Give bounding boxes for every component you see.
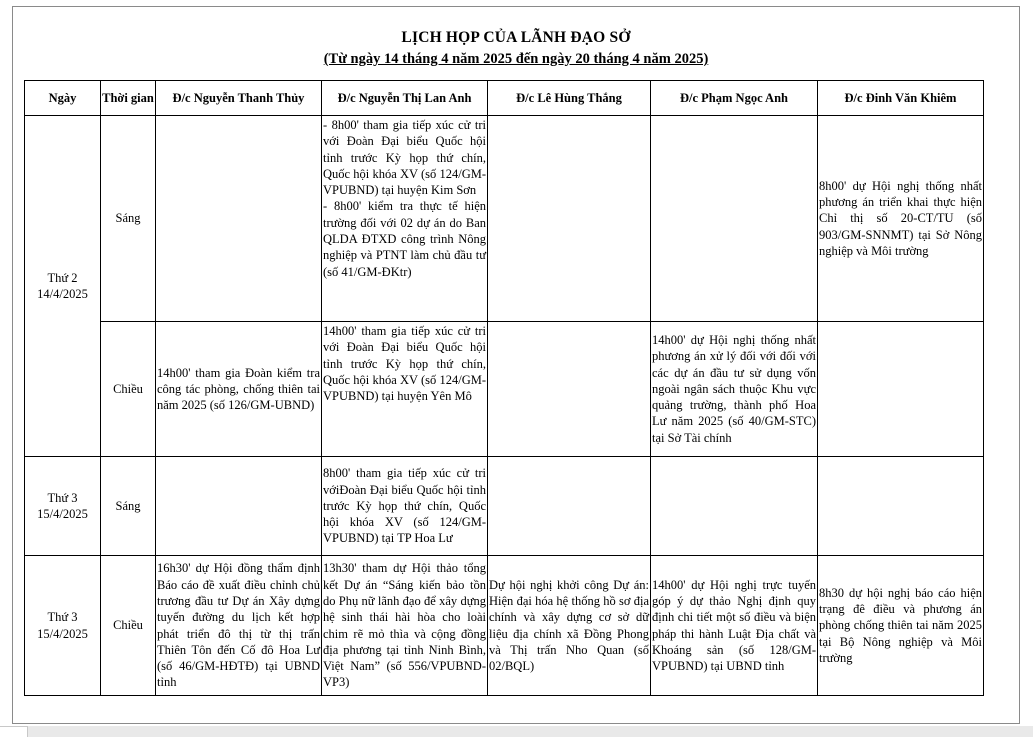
schedule-cell	[651, 116, 818, 322]
bottom-strip	[0, 726, 1033, 737]
table-row	[25, 322, 984, 457]
header-le-hung-thang: Đ/c Lê Hùng Thắng	[488, 81, 651, 116]
time-cell: Chiều	[101, 322, 156, 457]
header-time: Thời gian	[101, 81, 156, 116]
schedule-cell: 14h00' tham gia Đoàn kiểm tra công tác phòng, chống thiên tai năm 2025 (số 126/GM-UBND)	[156, 322, 322, 457]
schedule-cell	[156, 116, 322, 322]
schedule-cell	[156, 457, 322, 556]
header-nguyen-thi-lan-anh: Đ/c Nguyễn Thị Lan Anh	[322, 81, 488, 116]
table-row	[25, 116, 984, 322]
time-cell: Chiều	[101, 556, 156, 696]
schedule-cell	[818, 457, 984, 556]
schedule-cell	[818, 322, 984, 457]
header-dinh-van-khiem: Đ/c Đinh Văn Khiêm	[818, 81, 984, 116]
table-row	[25, 556, 984, 696]
day-cell: Thứ 2 14/4/2025	[25, 116, 101, 457]
schedule-cell: Dự hội nghị khởi công Dự án: Hiện đại hóa hệ thống hồ sơ địa chính và xây dựng cơ sở dữ liệu địa chính xã Đồng Phong và Thị trấn Nho Quan (số 02/BQL)	[488, 556, 651, 696]
schedule-cell: 13h30' tham dự Hội thảo tổng kết Dự án “Sáng kiến bảo tồn do Phụ nữ lãnh đạo để xây dựng hệ sinh thái hài hòa cho loài chim rẽ mỏ thìa và cộng đồng địa phương tại tỉnh Ninh Bình, Việt Nam” (số 556/VPUBND-VP3)	[322, 556, 488, 696]
schedule-cell	[651, 457, 818, 556]
document-subtitle	[13, 51, 1019, 68]
schedule-cell: 16h30' dự Hội đồng thẩm định Báo cáo đề xuất điều chỉnh chủ trương đầu tư Dự án Xây dựng tuyến đường du lịch kết hợp phát triển đô thị từ thị trấn Thiên Tôn đến Cố đô Hoa Lư (số 46/GM-HĐTĐ) tại UBND tỉnh	[156, 556, 322, 696]
schedule-cell: 8h00' dự Hội nghị thống nhất phương án triển khai thực hiện Chỉ thị số 20-CT/TU (số 903/GM-SNNMT) tại Sở Nông nghiệp và Môi trường	[818, 116, 984, 322]
day-cell: Thứ 3 15/4/2025	[25, 556, 101, 696]
header-day: Ngày	[25, 81, 101, 116]
header-nguyen-thanh-thuy: Đ/c Nguyễn Thanh Thủy	[156, 81, 322, 116]
schedule-cell: 14h00' dự Hội nghị thống nhất phương án xử lý đối với đối với các dự án đầu tư sử dụng vốn ngoài ngân sách thuộc Khu vực quảng trường, thành phố Hoa Lư năm 2025 (số 40/GM-STC) tại Sở Tài chính	[651, 322, 818, 457]
header-row	[25, 81, 984, 116]
header-pham-ngoc-anh: Đ/c Phạm Ngọc Anh	[651, 81, 818, 116]
schedule-cell	[488, 322, 651, 457]
schedule-cell: 14h00' tham gia tiếp xúc cử tri với Đoàn Đại biểu Quốc hội tỉnh trước Kỳ họp thứ chín, Quốc hội khóa XV (số 124/GM-VPUBND) tại huyện Yên Mô	[322, 322, 488, 457]
schedule-cell: 8h30 dự hội nghị báo cáo hiện trạng đê điều và phương án phòng chống thiên tai năm 2025 tại Bộ Nông nghiệp và Môi trường	[818, 556, 984, 696]
schedule-cell: 14h00' dự Hội nghị trực tuyến góp ý dự thảo Nghị định quy định chi tiết một số điều và biện pháp thi hành Luật Địa chất và Khoáng sản (số 128/GM-VPUBND) tại UBND tỉnh	[651, 556, 818, 696]
meeting-schedule-table	[24, 80, 984, 696]
schedule-cell: - 8h00' tham gia tiếp xúc cử tri với Đoàn Đại biểu Quốc hội tỉnh trước Kỳ họp thứ chín, Quốc hội khóa XV (số 124/GM-VPUBND) tại huyện Kim Sơn - 8h00' kiểm tra thực tế hiện trường đối với 02 dự án do Ban QLDA ĐTXD công trình Nông nghiệp và PTNT làm chủ đầu tư (số 41/GM-ĐKtr)	[322, 116, 488, 322]
day-cell: Thứ 3 15/4/2025	[25, 457, 101, 556]
table-row	[25, 457, 984, 556]
date-range: (Từ ngày 14 tháng 4 năm 2025 đến ngày 20 tháng 4 năm 2025)	[323, 51, 709, 67]
time-cell: Sáng	[101, 457, 156, 556]
corner-cell	[0, 726, 28, 737]
document-title: LỊCH HỌP CỦA LÃNH ĐẠO SỞ	[401, 29, 631, 46]
schedule-cell: 8h00' tham gia tiếp xúc cử tri vớiĐoàn Đại biểu Quốc hội tỉnh trước Kỳ họp thứ chín, Quốc hội khóa XV (số 124/GM-VPUBND) tại TP Hoa Lư	[322, 457, 488, 556]
time-cell: Sáng	[101, 116, 156, 322]
schedule-cell	[488, 116, 651, 322]
schedule-cell	[488, 457, 651, 556]
